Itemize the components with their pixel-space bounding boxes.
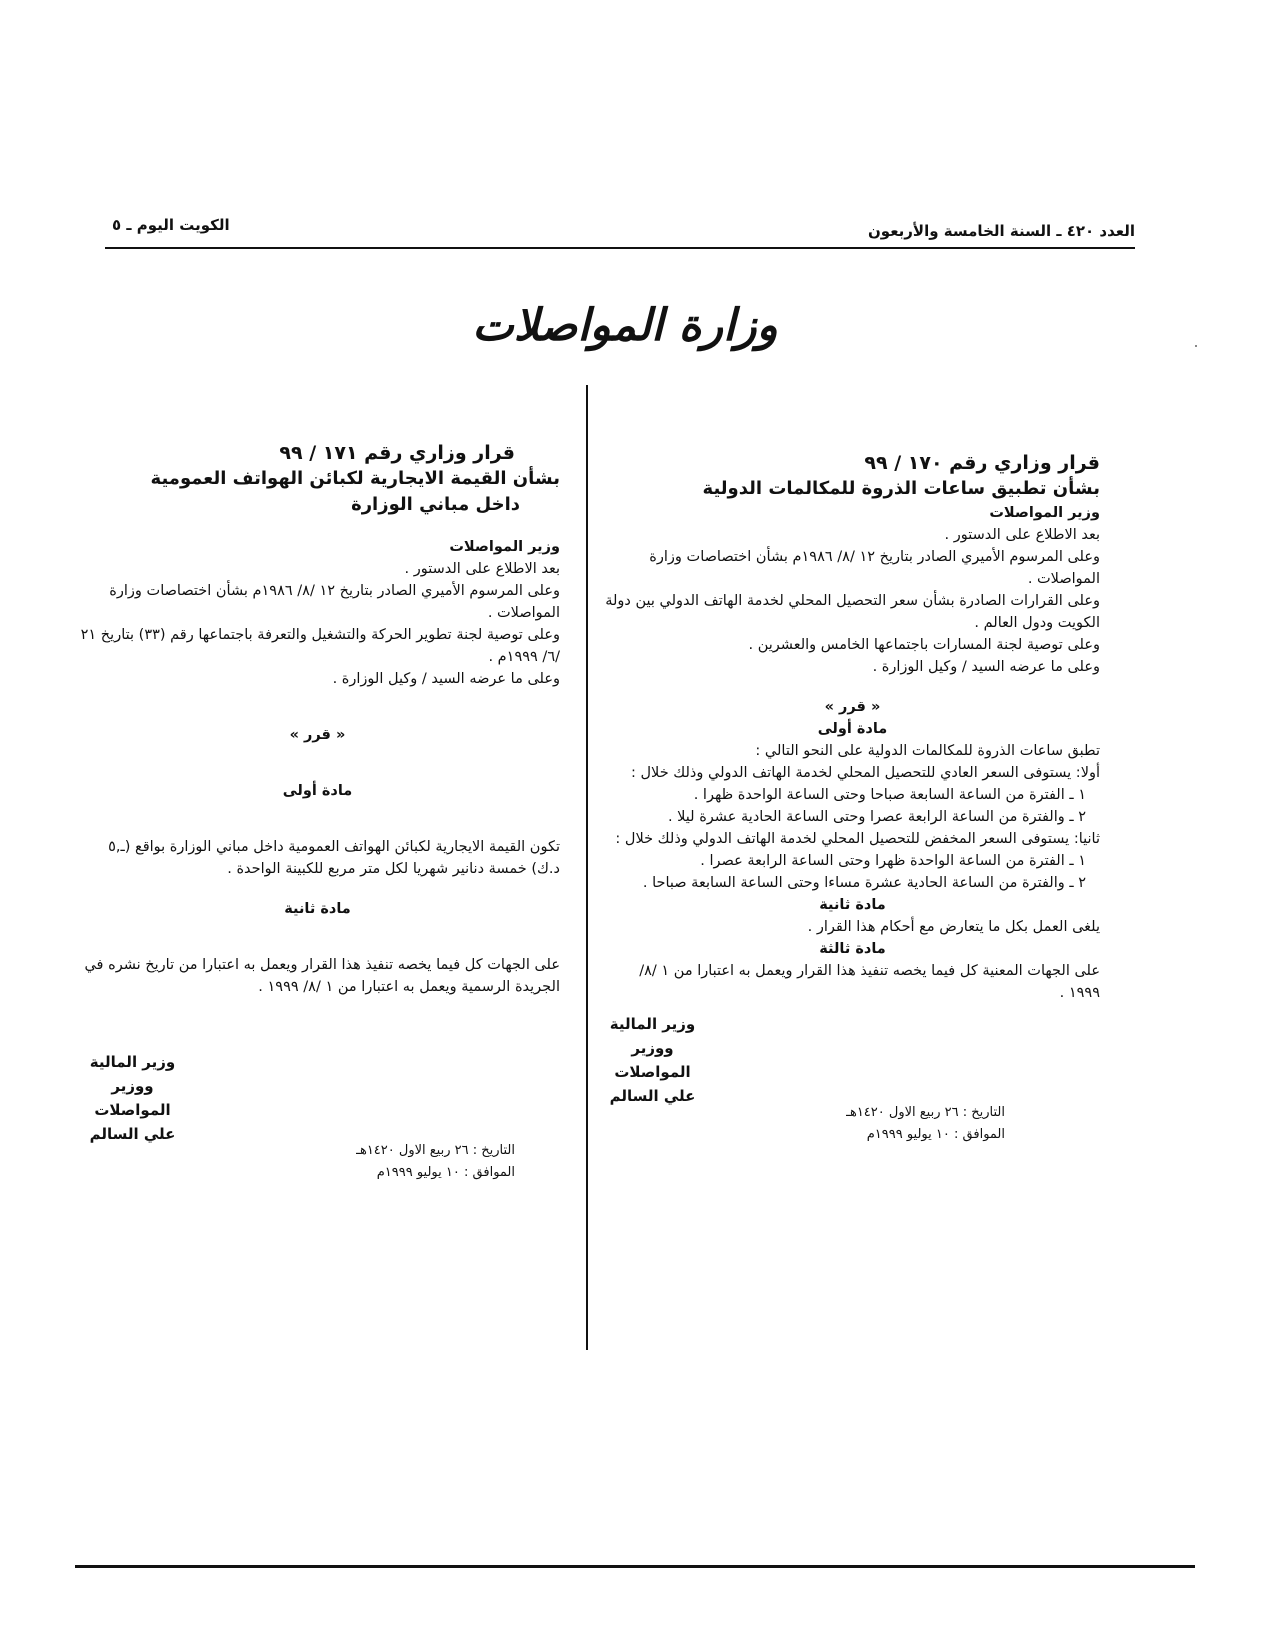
clause-item: ١ ـ الفترة من الساعة الواحدة ظهرا وحتى الساعة الرابعة عصرا .: [700, 853, 1086, 869]
signature-line: وزير المالية: [609, 1015, 696, 1033]
article-text: على الجهات كل فيما يخصه تنفيذ هذا القرار ويعمل به اعتبارا من تاريخ نشره في الجريدة الرسمية ويعمل به اعتبارا من ١ /٨/ ١٩٩٩ .: [84, 957, 560, 995]
signature-line: ووزير المواصلات: [94, 1077, 171, 1119]
header-rule: [105, 247, 1135, 249]
footer-rule: [75, 1565, 1195, 1568]
preamble-line: وعلى المرسوم الأميري الصادر بتاريخ ١٢ /٨/ ١٩٨٦م بشأن اختصاصات وزارة المواصلات .: [109, 583, 560, 621]
decision-171-subject: داخل مباني الوزارة: [351, 494, 520, 515]
clause-item: ٢ ـ والفترة من الساعة الحادية عشرة مساءا وحتى الساعة السابعة صباحا .: [642, 875, 1086, 891]
preamble-line: وعلى المرسوم الأميري الصادر بتاريخ ١٢ /٨/ ١٩٨٦م بشأن اختصاصات وزارة المواصلات .: [649, 549, 1100, 587]
scan-mark: [1195, 345, 1197, 347]
decision-171-column: [75, 440, 560, 1190]
clause-text: ثانيا: يستوفى السعر المخفض للتحصيل المحلي لخدمة الهاتف الدولي وذلك خلال :: [615, 831, 1100, 847]
article-heading: مادة ثالثة: [819, 941, 886, 957]
signature-block: [605, 1012, 1100, 1105]
decided-heading: « قرر »: [289, 727, 346, 743]
clause-text: أولا: يستوفى السعر العادي للتحصيل المحلي لخدمة الهاتف الدولي وذلك خلال :: [631, 765, 1100, 781]
decision-170-minister: وزير المواصلات: [989, 505, 1100, 521]
date-hijri: التاريخ : ٢٦ ربيع الاول ١٤٢٠هـ: [356, 1143, 515, 1158]
preamble-line: وعلى توصية لجنة تطوير الحركة والتشغيل والتعرفة باجتماعها رقم (٣٣) بتاريخ ٢١ /٦/ ١٩٩٩م .: [80, 627, 560, 665]
decision-171-subject: بشأن القيمة الايجارية لكبائن الهواتف العمومية: [150, 468, 560, 489]
article-heading: مادة أولى: [817, 721, 888, 737]
date-gregorian: الموافق : ١٠ يوليو ١٩٩٩م: [376, 1165, 515, 1180]
signature-line: ووزير المواصلات: [614, 1039, 691, 1081]
preamble-line: وعلى توصية لجنة المسارات باجتماعها الخامس والعشرين .: [748, 637, 1100, 653]
signature-line: علي السالم: [609, 1087, 696, 1105]
signature-line: وزير المالية: [89, 1053, 176, 1071]
article-heading: مادة ثانية: [819, 897, 886, 913]
article-text: تكون القيمة الايجارية لكبائن الهواتف العمومية داخل مباني الوزارة بواقع (ـ,٥ د.ك) خمسة دنانير شهريا لكل متر مربع للكبينة الواحدة .: [108, 839, 560, 877]
decision-171-title: قرار وزاري رقم ١٧١ / ٩٩: [279, 442, 515, 464]
decision-171-minister: وزير المواصلات: [449, 539, 560, 555]
date-hijri: التاريخ : ٢٦ ربيع الاول ١٤٢٠هـ: [846, 1105, 1005, 1120]
article-heading: مادة ثانية: [284, 901, 351, 917]
preamble-line: وعلى ما عرضه السيد / وكيل الوزارة .: [332, 671, 560, 687]
date-block: [605, 1092, 1100, 1152]
article-text: تطبق ساعات الذروة للمكالمات الدولية على النحو التالي :: [755, 743, 1100, 759]
decided-heading: « قرر »: [824, 699, 881, 715]
journal-header: الكويت اليوم ـ ٥: [112, 216, 230, 234]
column-divider: [586, 385, 588, 1350]
ministry-logo: وزارة المواصلات: [472, 300, 778, 351]
article-heading: مادة أولى: [282, 783, 353, 799]
clause-item: ١ ـ الفترة من الساعة السابعة صباحا وحتى الساعة الواحدة ظهرا .: [693, 787, 1086, 803]
preamble-line: وعلى القرارات الصادرة بشأن سعر التحصيل المحلي لخدمة الهاتف الدولي بين دولة الكويت ودول العالم .: [605, 593, 1100, 631]
date-gregorian: الموافق : ١٠ يوليو ١٩٩٩م: [866, 1127, 1005, 1142]
decision-170-subject: بشأن تطبيق ساعات الذروة للمكالمات الدولية: [702, 478, 1100, 499]
preamble-line: بعد الاطلاع على الدستور .: [404, 561, 560, 577]
article-text: على الجهات المعنية كل فيما يخصه تنفيذ هذا القرار ويعمل به اعتبارا من ١ /٨/ ١٩٩٩ .: [639, 963, 1100, 1001]
decision-170-title: قرار وزاري رقم ١٧٠ / ٩٩: [864, 452, 1100, 474]
preamble-line: وعلى ما عرضه السيد / وكيل الوزارة .: [872, 659, 1100, 675]
preamble-line: بعد الاطلاع على الدستور .: [944, 527, 1100, 543]
signature-line: علي السالم: [89, 1125, 176, 1143]
issue-header: العدد ٤٢٠ ـ السنة الخامسة والأربعون: [867, 222, 1135, 240]
date-block: [75, 1130, 560, 1190]
decision-170-column: [605, 450, 1100, 1152]
signature-block: [75, 1050, 560, 1143]
clause-item: ٢ ـ والفترة من الساعة الرابعة عصرا وحتى الساعة الحادية عشرة ليلا .: [667, 809, 1086, 825]
article-text: يلغى العمل بكل ما يتعارض مع أحكام هذا القرار .: [807, 919, 1100, 935]
